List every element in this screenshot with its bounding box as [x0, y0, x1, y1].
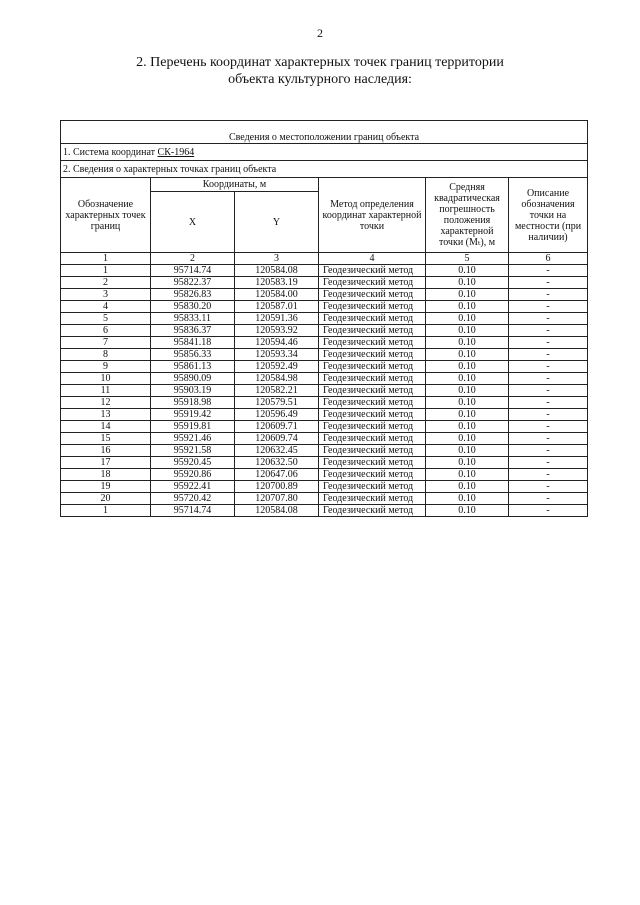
coordinates-table [60, 120, 588, 517]
error-cell: 0.10 [426, 397, 509, 409]
table-row [61, 409, 588, 421]
x-coordinate-cell: 95720.42 [151, 493, 235, 505]
description-cell: - [509, 277, 588, 289]
point-number-cell: 14 [61, 421, 151, 433]
table-row [61, 481, 588, 493]
point-number-cell: 18 [61, 469, 151, 481]
x-coordinate-cell: 95856.33 [151, 349, 235, 361]
table-row [61, 349, 588, 361]
y-coordinate-cell: 120587.01 [235, 301, 319, 313]
point-number-cell: 9 [61, 361, 151, 373]
error-cell: 0.10 [426, 481, 509, 493]
header-x: X [151, 192, 235, 253]
point-number-cell: 19 [61, 481, 151, 493]
method-cell: Геодезический метод [319, 289, 426, 301]
error-cell: 0.10 [426, 265, 509, 277]
method-cell: Геодезический метод [319, 445, 426, 457]
table-row [61, 445, 588, 457]
table-row [61, 505, 588, 517]
column-number: 1 [61, 253, 151, 265]
x-coordinate-cell: 95830.20 [151, 301, 235, 313]
header-error: Средняя квадратическая погрешность положения характерной точки (Mₜ), м [426, 178, 509, 253]
method-cell: Геодезический метод [319, 277, 426, 289]
document-title-line-2: объекта культурного наследия: [228, 72, 412, 87]
document-title-line-1: 2. Перечень координат характерных точек границ территории [136, 55, 504, 70]
page-number: 2 [317, 26, 323, 40]
method-cell: Геодезический метод [319, 349, 426, 361]
error-cell: 0.10 [426, 457, 509, 469]
coordinate-system-label: 1. Система координат [63, 146, 158, 158]
table-row [61, 361, 588, 373]
table-row [61, 421, 588, 433]
method-cell: Геодезический метод [319, 457, 426, 469]
x-coordinate-cell: 95833.11 [151, 313, 235, 325]
x-coordinate-cell: 95922.41 [151, 481, 235, 493]
x-coordinate-cell: 95919.42 [151, 409, 235, 421]
table-row [61, 265, 588, 277]
y-coordinate-cell: 120632.45 [235, 445, 319, 457]
point-number-cell: 6 [61, 325, 151, 337]
y-coordinate-cell: 120594.46 [235, 337, 319, 349]
x-coordinate-cell: 95841.18 [151, 337, 235, 349]
x-coordinate-cell: 95919.81 [151, 421, 235, 433]
error-cell: 0.10 [426, 493, 509, 505]
error-cell: 0.10 [426, 445, 509, 457]
table-row [61, 397, 588, 409]
error-cell: 0.10 [426, 409, 509, 421]
description-cell: - [509, 397, 588, 409]
point-number-cell: 5 [61, 313, 151, 325]
column-number: 2 [151, 253, 235, 265]
y-coordinate-cell: 120632.50 [235, 457, 319, 469]
method-cell: Геодезический метод [319, 421, 426, 433]
point-number-cell: 13 [61, 409, 151, 421]
table-row [61, 457, 588, 469]
table-title: Сведения о местоположении границ объекта [61, 121, 588, 144]
table-row [61, 313, 588, 325]
description-cell: - [509, 385, 588, 397]
table-row [61, 385, 588, 397]
x-coordinate-cell: 95890.09 [151, 373, 235, 385]
y-coordinate-cell: 120609.71 [235, 421, 319, 433]
header-description: Описание обозначения точки на местности (при наличии) [509, 178, 588, 253]
method-cell: Геодезический метод [319, 505, 426, 517]
header-method: Метод определения координат характерной точки [319, 178, 426, 253]
x-coordinate-cell: 95836.37 [151, 325, 235, 337]
point-number-cell: 7 [61, 337, 151, 349]
error-cell: 0.10 [426, 337, 509, 349]
table-row [61, 277, 588, 289]
x-coordinate-cell: 95920.45 [151, 457, 235, 469]
description-cell: - [509, 289, 588, 301]
point-number-cell: 2 [61, 277, 151, 289]
description-cell: - [509, 481, 588, 493]
description-cell: - [509, 493, 588, 505]
x-coordinate-cell: 95861.13 [151, 361, 235, 373]
point-number-cell: 16 [61, 445, 151, 457]
y-coordinate-cell: 120647.06 [235, 469, 319, 481]
point-number-cell: 15 [61, 433, 151, 445]
table-row [61, 493, 588, 505]
coordinate-system-row [61, 144, 588, 161]
y-coordinate-cell: 120593.34 [235, 349, 319, 361]
header-coordinates: Координаты, м [151, 178, 319, 192]
table-row [61, 325, 588, 337]
table-row [61, 289, 588, 301]
description-cell: - [509, 349, 588, 361]
x-coordinate-cell: 95921.46 [151, 433, 235, 445]
header-y: Y [235, 192, 319, 253]
y-coordinate-cell: 120583.19 [235, 277, 319, 289]
error-cell: 0.10 [426, 289, 509, 301]
error-cell: 0.10 [426, 433, 509, 445]
description-cell: - [509, 301, 588, 313]
column-number: 5 [426, 253, 509, 265]
method-cell: Геодезический метод [319, 409, 426, 421]
y-coordinate-cell: 120584.08 [235, 505, 319, 517]
error-cell: 0.10 [426, 469, 509, 481]
y-coordinate-cell: 120609.74 [235, 433, 319, 445]
method-cell: Геодезический метод [319, 361, 426, 373]
description-cell: - [509, 445, 588, 457]
description-cell: - [509, 433, 588, 445]
method-cell: Геодезический метод [319, 397, 426, 409]
section-2-heading: 2. Сведения о характерных точках границ объекта [61, 161, 588, 178]
point-number-cell: 12 [61, 397, 151, 409]
column-number: 6 [509, 253, 588, 265]
method-cell: Геодезический метод [319, 385, 426, 397]
description-cell: - [509, 505, 588, 517]
method-cell: Геодезический метод [319, 469, 426, 481]
point-number-cell: 10 [61, 373, 151, 385]
table-row [61, 469, 588, 481]
table-row [61, 337, 588, 349]
description-cell: - [509, 361, 588, 373]
point-number-cell: 17 [61, 457, 151, 469]
coordinate-system-value: СК-1964 [157, 146, 195, 158]
y-coordinate-cell: 120579.51 [235, 397, 319, 409]
y-coordinate-cell: 120584.98 [235, 373, 319, 385]
description-cell: - [509, 421, 588, 433]
y-coordinate-cell: 120591.36 [235, 313, 319, 325]
description-cell: - [509, 469, 588, 481]
table-row [61, 433, 588, 445]
y-coordinate-cell: 120700.89 [235, 481, 319, 493]
x-coordinate-cell: 95826.83 [151, 289, 235, 301]
column-number: 3 [235, 253, 319, 265]
table-row [61, 373, 588, 385]
y-coordinate-cell: 120584.00 [235, 289, 319, 301]
method-cell: Геодезический метод [319, 337, 426, 349]
point-number-cell: 20 [61, 493, 151, 505]
description-cell: - [509, 325, 588, 337]
x-coordinate-cell: 95903.19 [151, 385, 235, 397]
y-coordinate-cell: 120593.92 [235, 325, 319, 337]
y-coordinate-cell: 120707.80 [235, 493, 319, 505]
point-number-cell: 8 [61, 349, 151, 361]
y-coordinate-cell: 120596.49 [235, 409, 319, 421]
description-cell: - [509, 457, 588, 469]
table-row [61, 301, 588, 313]
description-cell: - [509, 313, 588, 325]
column-number-row [61, 253, 588, 265]
error-cell: 0.10 [426, 349, 509, 361]
x-coordinate-cell: 95920.86 [151, 469, 235, 481]
y-coordinate-cell: 120592.49 [235, 361, 319, 373]
point-number-cell: 11 [61, 385, 151, 397]
x-coordinate-cell: 95822.37 [151, 277, 235, 289]
error-cell: 0.10 [426, 313, 509, 325]
x-coordinate-cell: 95714.74 [151, 505, 235, 517]
method-cell: Геодезический метод [319, 313, 426, 325]
column-number: 4 [319, 253, 426, 265]
x-coordinate-cell: 95918.98 [151, 397, 235, 409]
method-cell: Геодезический метод [319, 301, 426, 313]
x-coordinate-cell: 95921.58 [151, 445, 235, 457]
point-number-cell: 1 [61, 265, 151, 277]
method-cell: Геодезический метод [319, 265, 426, 277]
point-number-cell: 3 [61, 289, 151, 301]
description-cell: - [509, 409, 588, 421]
error-cell: 0.10 [426, 277, 509, 289]
error-cell: 0.10 [426, 421, 509, 433]
point-number-cell: 4 [61, 301, 151, 313]
x-coordinate-cell: 95714.74 [151, 265, 235, 277]
method-cell: Геодезический метод [319, 493, 426, 505]
error-cell: 0.10 [426, 325, 509, 337]
point-number-cell: 1 [61, 505, 151, 517]
y-coordinate-cell: 120584.08 [235, 265, 319, 277]
method-cell: Геодезический метод [319, 373, 426, 385]
header-designation: Обозначение характерных точек границ [61, 178, 151, 253]
description-cell: - [509, 265, 588, 277]
error-cell: 0.10 [426, 505, 509, 517]
error-cell: 0.10 [426, 301, 509, 313]
document-title [0, 54, 640, 88]
description-cell: - [509, 337, 588, 349]
y-coordinate-cell: 120582.21 [235, 385, 319, 397]
method-cell: Геодезический метод [319, 433, 426, 445]
error-cell: 0.10 [426, 385, 509, 397]
description-cell: - [509, 373, 588, 385]
error-cell: 0.10 [426, 361, 509, 373]
method-cell: Геодезический метод [319, 481, 426, 493]
method-cell: Геодезический метод [319, 325, 426, 337]
error-cell: 0.10 [426, 373, 509, 385]
